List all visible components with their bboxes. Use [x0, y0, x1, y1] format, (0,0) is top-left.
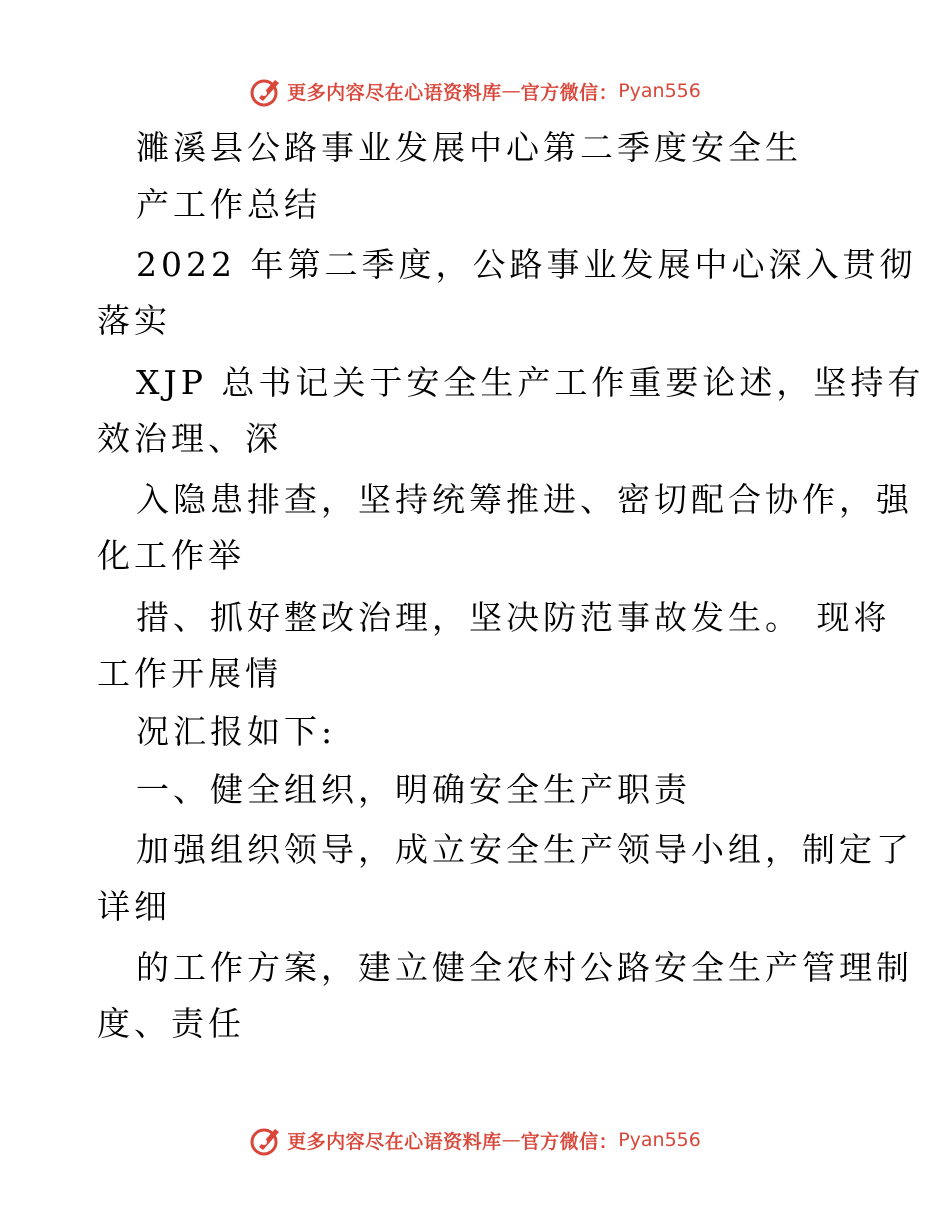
footer-watermark	[0, 1120, 950, 1160]
paragraph-line: 加强组织领导，成立安全生产领导小组，制定了	[136, 830, 913, 869]
pen-logo-icon	[249, 74, 283, 108]
paragraph-line: 2022 年第二季度，公路事业发展中心深入贯彻	[136, 245, 917, 284]
paragraph-line: 入隐患排查，坚持统筹推进、密切配合协作，强	[136, 480, 913, 519]
paragraph-line: 工作开展情	[97, 654, 282, 693]
paragraph-line: 度、责任	[97, 1004, 245, 1043]
watermark-text: 更多内容尽在心语资料库	[287, 1130, 502, 1153]
paragraph-line: 效治理、深	[97, 419, 282, 458]
watermark-separator: —	[501, 1129, 521, 1151]
paragraph-line: 的工作方案，建立健全农村公路安全生产管理制	[136, 948, 913, 987]
header-watermark	[0, 71, 950, 111]
paragraph-line: 措、抓好整改治理，坚决防范事故发生。 现将	[136, 598, 891, 637]
watermark-account: Pyan556	[618, 1129, 701, 1151]
paragraph-line: XJP 总书记关于安全生产工作重要论述，坚持有	[136, 363, 925, 402]
paragraph-line: 化工作举	[97, 536, 245, 575]
document-title-line-1: 濉溪县公路事业发展中心第二季度安全生	[136, 128, 802, 167]
paragraph-line: 详细	[97, 887, 171, 926]
watermark-separator: —	[501, 80, 521, 102]
document-title-line-2: 产工作总结	[136, 185, 321, 224]
watermark-label: 官方微信：	[520, 1130, 619, 1153]
section-heading: 一、健全组织，明确安全生产职责	[136, 770, 691, 809]
watermark-label: 官方微信：	[520, 81, 619, 104]
pen-logo-icon	[249, 1123, 283, 1157]
watermark-account: Pyan556	[618, 80, 701, 102]
watermark-text: 更多内容尽在心语资料库	[287, 81, 502, 104]
paragraph-line: 况汇报如下:	[136, 712, 337, 751]
paragraph-line: 落实	[97, 301, 171, 340]
